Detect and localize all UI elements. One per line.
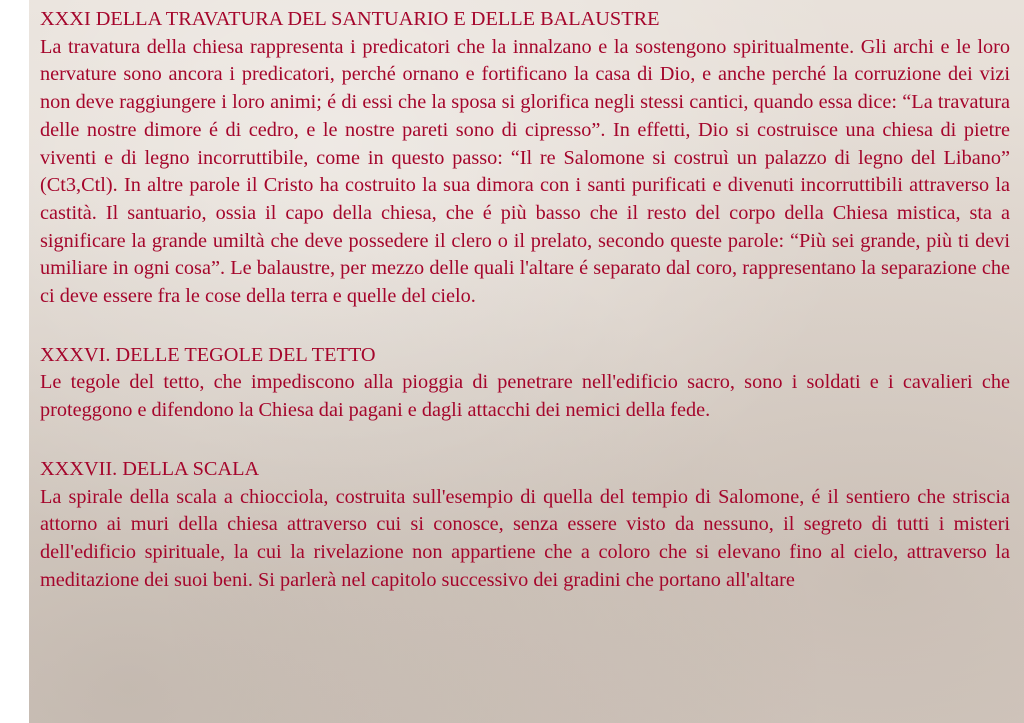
document-page: [29, 0, 1024, 723]
section-body: La spirale della scala a chiocciola, costruita sull'esempio di quella del tempio di Salomone, é il sentiero che striscia attorno ai muri della chiesa attraverso cui si conosce, senza essere visto da nessuno, il segreto di tutti i misteri dell'edificio spirituale, la cui la rivelazione non appartiene che a coloro che si elevano fino al cielo, attraverso la meditazione dei suoi beni. Si parlerà nel capitolo successivo dei gradini che portano all'altare: [40, 485, 1010, 591]
section-heading: XXXVII. DELLA SCALA: [40, 457, 260, 480]
section-heading: XXXI DELLA TRAVATURA DEL SANTUARIO E DELLE BALAUSTRE: [40, 8, 660, 30]
section-travatura: [40, 6, 1010, 311]
section-body: Le tegole del tetto, che impediscono alla pioggia di penetrare nell'edificio sacro, sono i soldati e i cavalieri che proteggono e difendono la Chiesa dai pagani e dagli attacchi dei nemici della fede.: [40, 371, 1010, 422]
section-tegole: [40, 342, 1010, 425]
section-body: La travatura della chiesa rappresenta i predicatori che la innalzano e la sostengono spiritualmente. Gli archi e le loro nervature sono ancora i predicatori, perché ornano e fortificano la casa di Dio, e anche perché la corruzione dei vizi non deve raggiungere i loro animi; é di essi che la sposa si glorifica negli stessi cantici, quando essa dice: “La travatura delle nostre dimore é di cedro, e le nostre pareti sono di cipresso”. In effetti, Dio si costruisce una chiesa di pietre viventi e di legno incorruttibile, come in questo passo: “Il re Salomone si costruì un palazzo di legno del Libano” (Ct3,Ctl). In altre parole il Cristo ha costruito la sua dimora con i santi purificati e divenuti incorruttibili attraverso la castità. Il santuario, ossia il capo della chiesa, che é più basso che il resto del corpo della Chiesa mistica, sta a significare la grande umiltà che deve possedere il clero o il prelato, secondo queste parole: “Più sei grande, più ti devi umiliare in ogni cosa”. Le balaustre, per mezzo delle quali l'altare é separato dal coro, rappresentano la separazione che ci deve essere fra le cose della terra e quelle del cielo.: [40, 35, 1010, 308]
section-scala: [40, 456, 1010, 595]
section-heading: XXXVI. DELLE TEGOLE DEL TETTO: [40, 343, 376, 366]
